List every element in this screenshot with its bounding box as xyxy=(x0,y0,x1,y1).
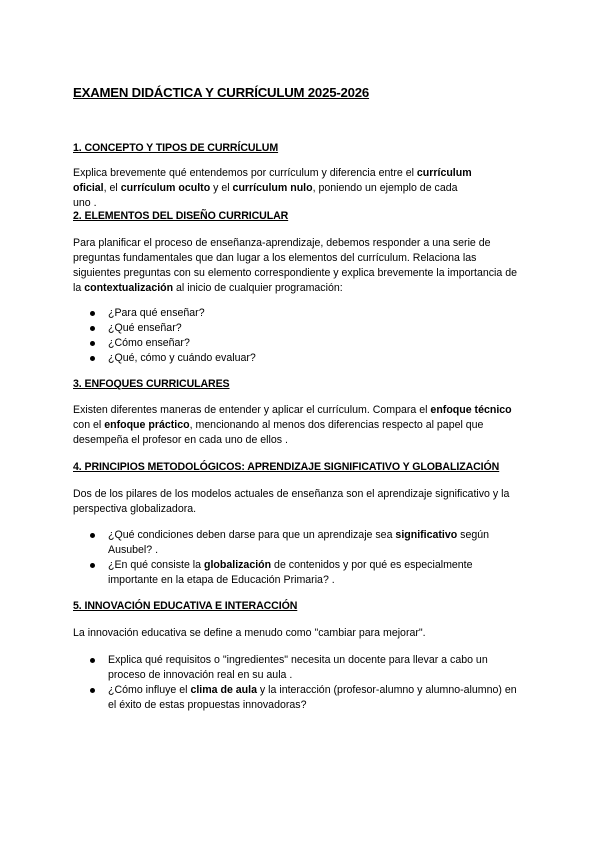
section-5-heading: 5. INNOVACIÓN EDUCATIVA E INTERACCIÓN xyxy=(73,600,298,612)
section-5-question-list xyxy=(73,653,523,713)
section-2-question-list xyxy=(73,306,523,366)
section-2-text: Para planificar el proceso de enseñanza-aprendizaje, debemos responder a una serie de preguntas fundamentales que dan lugar a los elementos del currículum. Relaciona las siguientes preguntas con su elemento correspondiente y explica brevemente la importancia de la contextualización al inicio de cualquier programación: xyxy=(73,237,518,294)
list-item: ¿Cómo enseñar? xyxy=(73,336,523,351)
section-5-text: La innovación educativa se define a menudo como "cambiar para mejorar". xyxy=(73,627,426,639)
list-item: Explica qué requisitos o "ingredientes" necesita un docente para llevar a cabo un proceso de innovación real en su aula . xyxy=(73,653,523,683)
list-item: ¿Qué, cómo y cuándo evaluar? xyxy=(73,351,523,366)
list-item: ¿En qué consiste la globalización de contenidos y por qué es especialmente importante en la etapa de Educación Primaria? . xyxy=(73,558,523,588)
list-item: ¿Para qué enseñar? xyxy=(73,306,523,321)
section-1-text: Explica brevemente qué entendemos por currículum y diferencia entre el currículum oficial, el currículum oculto y el currículum nulo, poniendo un ejemplo de cada uno . xyxy=(73,167,472,209)
section-4-question-list xyxy=(73,528,523,588)
section-2-heading: 2. ELEMENTOS DEL DISEÑO CURRICULAR xyxy=(73,210,289,222)
list-item: ¿Qué condiciones deben darse para que un aprendizaje sea significativo según Ausubel? . xyxy=(73,528,523,558)
section-4-text: Dos de los pilares de los modelos actuales de enseñanza son el aprendizaje significativo y la perspectiva globalizadora. xyxy=(73,488,510,515)
section-3-heading: 3. ENFOQUES CURRICULARES xyxy=(73,378,230,390)
section-3-text: Existen diferentes maneras de entender y aplicar el currículum. Compara el enfoque técnico con el enfoque práctico, mencionando al menos dos diferencias respecto al papel que desempeña el profesor en cada uno de ellos . xyxy=(73,404,512,446)
section-4-heading: 4. PRINCIPIOS METODOLÓGICOS: APRENDIZAJE SIGNIFICATIVO Y GLOBALIZACIÓN xyxy=(73,461,500,473)
page-title: EXAMEN DIDÁCTICA Y CURRÍCULUM 2025-2026 xyxy=(73,85,370,100)
list-item: ¿Cómo influye el clima de aula y la interacción (profesor-alumno y alumno-alumno) en el éxito de estas propuestas innovadoras? xyxy=(73,683,523,713)
section-1-heading: 1. CONCEPTO Y TIPOS DE CURRÍCULUM xyxy=(73,142,279,154)
list-item: ¿Qué enseñar? xyxy=(73,321,523,336)
